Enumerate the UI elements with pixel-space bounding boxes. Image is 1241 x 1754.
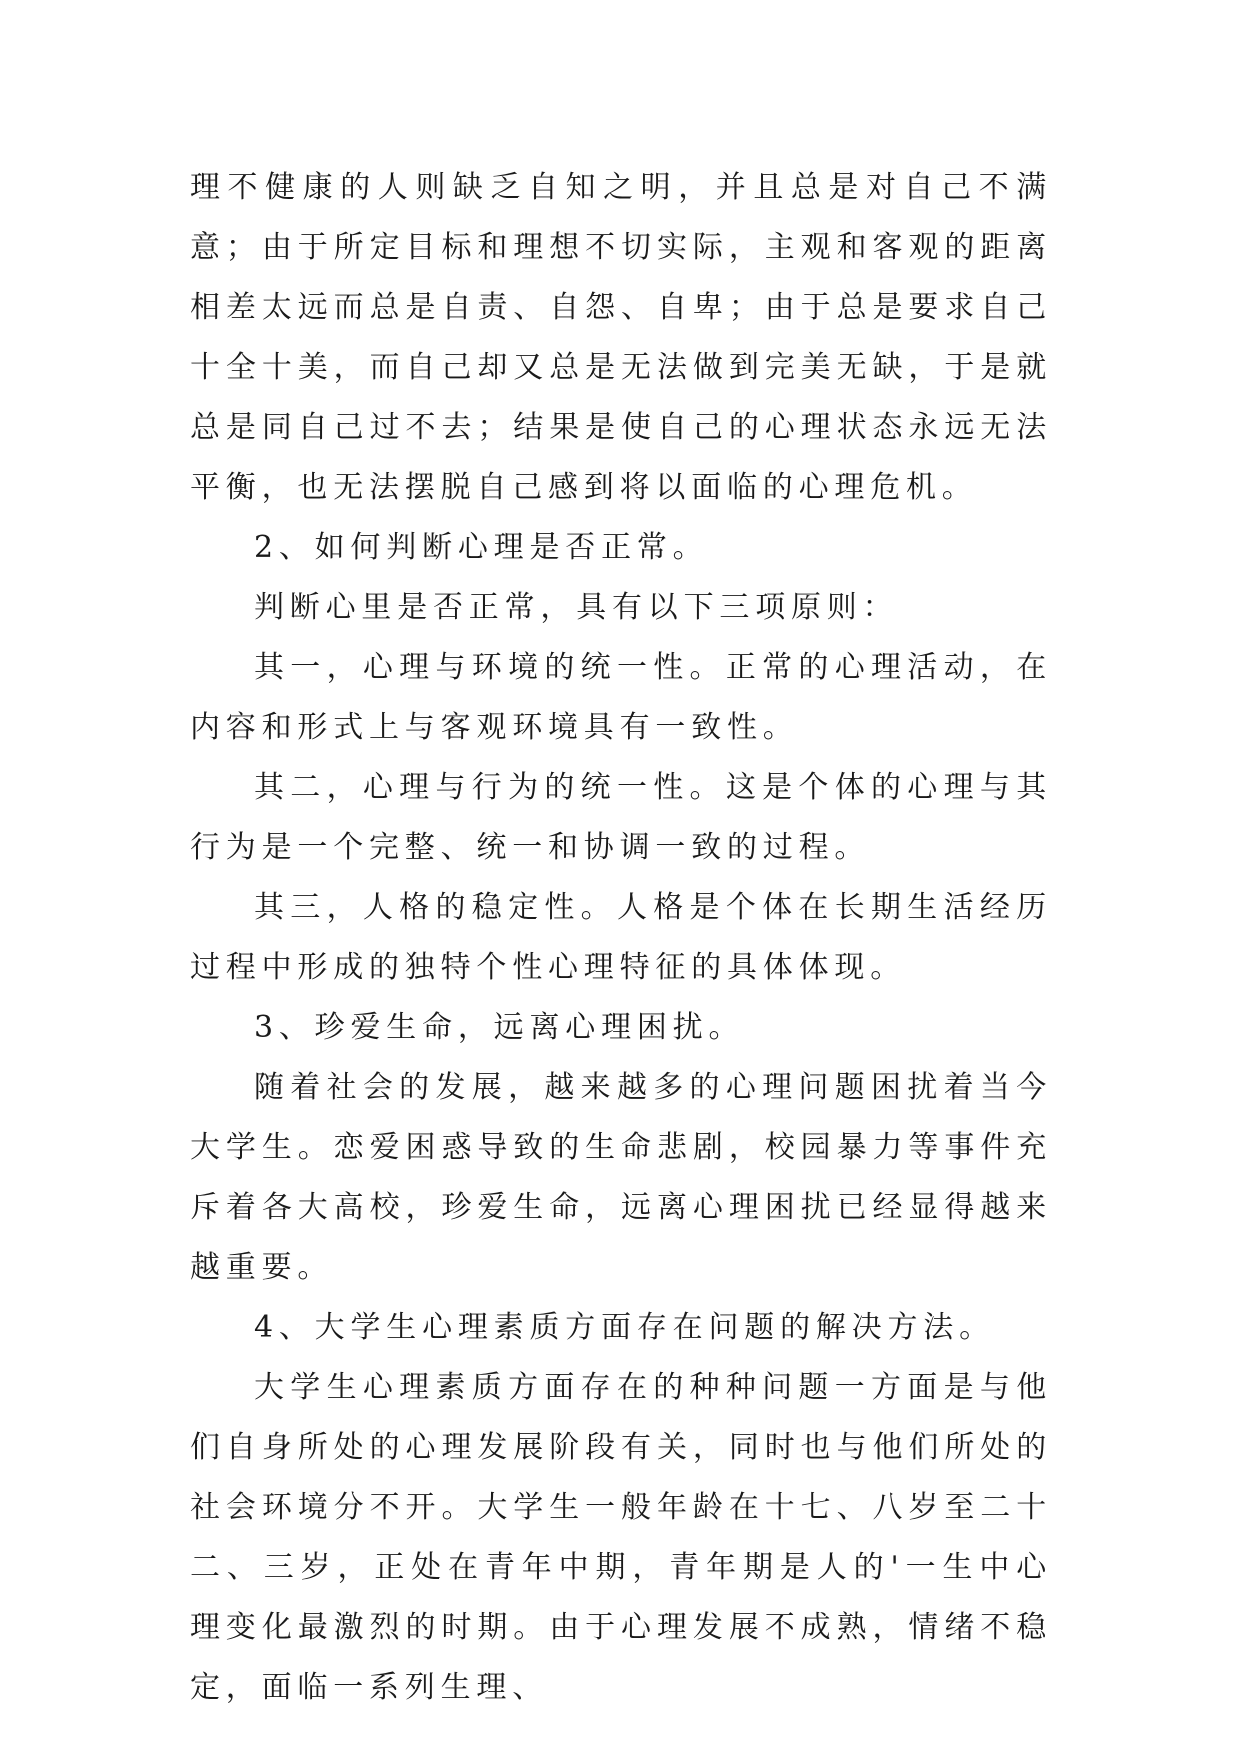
paragraph-principles-intro: 判断心里是否正常，具有以下三项原则： <box>254 590 899 625</box>
paragraph-cherish-life: 随着社会的发展，越来越多的心理问题困扰着当今大学生。恋爱困惑导致的生命悲剧，校园暴力等事件充斥着各大高校，珍爱生命，远离心理困扰已经显得越来越重要。 <box>190 1070 1052 1285</box>
paragraph-principle-2: 其二，心理与行为的统一性。这是个体的心理与其行为是一个完整、统一和协调一致的过程。 <box>190 770 1052 865</box>
paragraph-principle-1: 其一，心理与环境的统一性。正常的心理活动，在内容和形式上与客观环境具有一致性。 <box>190 650 1052 745</box>
body-text <box>190 158 1052 1718</box>
section-heading-3: 3、珍爱生命，远离心理困扰。 <box>254 1010 745 1045</box>
paragraph-principle-3: 其三，人格的稳定性。人格是个体在长期生活经历过程中形成的独特个性心理特征的具体体现。 <box>190 890 1052 985</box>
paragraph-solutions: 大学生心理素质方面存在的种种问题一方面是与他们自身所处的心理发展阶段有关，同时也与他们所处的社会环境分不开。大学生一般年龄在十七、八岁至二十二、三岁，正处在青年中期，青年期是人的'一生中心理变化最激烈的时期。由于心理发展不成熟，情绪不稳定，面临一系列生理、 <box>190 1370 1052 1705</box>
paragraph-continuation: 理不健康的人则缺乏自知之明，并且总是对自己不满意；由于所定目标和理想不切实际，主观和客观的距离相差太远而总是自责、自怨、自卑；由于总是要求自己十全十美，而自己却又总是无法做到完美无缺，于是就总是同自己过不去；结果是使自己的心理状态永远无法平衡，也无法摆脱自己感到将以面临的心理危机。 <box>190 170 1052 505</box>
section-heading-2: 2、如何判断心理是否正常。 <box>254 530 709 565</box>
section-heading-4: 4、大学生心理素质方面存在问题的解决方法。 <box>254 1310 995 1345</box>
